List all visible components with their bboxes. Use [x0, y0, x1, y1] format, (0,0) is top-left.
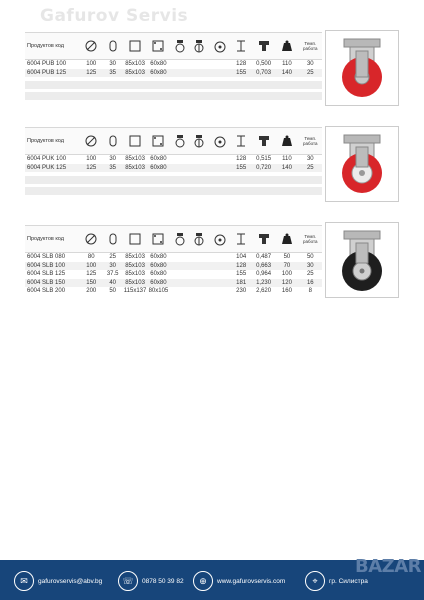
cell-empty: [209, 279, 230, 288]
cell-empty: [209, 270, 230, 279]
cell-diameter: 200: [86, 288, 97, 294]
width-icon: [102, 33, 123, 59]
cell-empty: [170, 164, 189, 173]
cell-empty: [170, 69, 189, 78]
temperature-header: Темп. работа: [303, 136, 318, 146]
offset-icon: [252, 128, 275, 154]
table-row: [25, 287, 322, 296]
cell-temp: 16: [306, 279, 314, 286]
cell-temp: 30: [306, 61, 314, 67]
cell-load: 140: [281, 69, 292, 76]
cell-holes: 60x80: [150, 262, 167, 269]
divider: [25, 92, 322, 100]
cell-width: 25: [109, 254, 117, 260]
phone-icon: ☏: [118, 571, 138, 591]
code-header: Продуктов код: [27, 43, 64, 49]
cell-temp: 50: [306, 254, 314, 260]
code-header: Продуктов код: [27, 236, 64, 242]
cell-load: 70: [283, 262, 291, 269]
load-icon: [275, 33, 298, 59]
cell-weight: 2,620: [256, 288, 272, 294]
cell-empty: [209, 287, 230, 296]
product-image-slb: [325, 222, 399, 298]
cell-weight: 0,500: [256, 61, 272, 67]
table-row: [25, 69, 322, 78]
cell-height: 155: [236, 69, 247, 76]
cell-empty: [190, 253, 209, 262]
table-body: [25, 60, 322, 77]
cell-plate: 85x103: [125, 271, 145, 277]
cell-temp: 25: [306, 271, 314, 277]
cell-load: 110: [282, 61, 292, 67]
table-row: [25, 155, 322, 164]
cell-holes: 60x80: [150, 164, 167, 171]
cell-load: 110: [282, 156, 292, 162]
cell-width: 35: [109, 164, 117, 171]
diameter-icon: [81, 226, 102, 252]
cell-holes: 60x80: [150, 156, 167, 162]
width-icon: [102, 128, 123, 154]
table-row: [25, 279, 322, 288]
cell-width: 35: [109, 69, 117, 76]
product-table-pub: [25, 32, 322, 100]
cell-empty: [209, 69, 230, 78]
cell-plate: 85x103: [125, 69, 145, 76]
cell-empty: [190, 270, 209, 279]
height-icon: [230, 128, 251, 154]
cell-empty: [170, 287, 189, 296]
offset-icon: [252, 33, 275, 59]
cell-holes: 60x80: [150, 61, 167, 67]
cell-empty: [190, 262, 209, 271]
product-table-slb: [25, 225, 322, 296]
cell-empty: [190, 69, 209, 78]
cell-load: 50: [283, 254, 291, 260]
cell-empty: [170, 270, 189, 279]
bearing-icon: [209, 33, 230, 59]
plate-icon: [123, 226, 146, 252]
cell-weight: 0,964: [256, 271, 272, 277]
email-icon: ✉: [14, 571, 34, 591]
cell-plate: 85x103: [125, 254, 145, 260]
cell-load: 140: [281, 164, 292, 171]
cell-empty: [209, 262, 230, 271]
brake-icon: [190, 128, 209, 154]
product-code: 6004 PUB 100: [27, 61, 67, 67]
table-header: [25, 225, 322, 253]
city-text: гр. Силистра: [329, 577, 368, 585]
plate-icon: [123, 128, 146, 154]
cell-empty: [190, 279, 209, 288]
cell-height: 181: [236, 279, 247, 286]
cell-holes: 60x80: [150, 69, 167, 76]
table-row: [25, 60, 322, 69]
cell-weight: 0,720: [256, 164, 272, 171]
swivel-icon: [170, 226, 189, 252]
email-text[interactable]: gafurovservis@abv.bg: [38, 577, 103, 585]
diameter-icon: [81, 128, 102, 154]
cell-plate: 85x103: [125, 164, 145, 171]
bearing-icon: [209, 226, 230, 252]
cell-height: 128: [236, 61, 247, 67]
cell-load: 160: [281, 288, 292, 294]
table-row: [25, 253, 322, 262]
product-code: 6004 SLB 125: [27, 271, 66, 277]
product-code: 6004 PUK 100: [27, 156, 67, 162]
cell-empty: [170, 253, 189, 262]
temperature-header: Темп. работа: [303, 41, 318, 51]
table-row: [25, 262, 322, 271]
email-item[interactable]: [14, 571, 102, 591]
cell-empty: [209, 253, 230, 262]
cell-weight: 0,703: [256, 69, 272, 76]
swivel-icon: [170, 33, 189, 59]
cell-empty: [170, 262, 189, 271]
cell-temp: 25: [306, 69, 314, 76]
cell-load: 120: [281, 279, 292, 286]
cell-plate: 115x137: [123, 288, 147, 294]
cell-height: 128: [236, 262, 247, 269]
product-code: 6004 PUK 125: [27, 164, 67, 171]
hole-icon: [147, 33, 170, 59]
table-body: [25, 155, 322, 172]
temperature-header: Темп. работа: [303, 234, 318, 244]
code-header: Продуктов код: [27, 138, 64, 144]
cell-empty: [190, 155, 209, 164]
cell-weight: 1,230: [256, 279, 272, 286]
product-code: 6004 SLB 150: [27, 279, 66, 286]
cell-holes: 60x80: [150, 254, 167, 260]
cell-diameter: 125: [86, 164, 97, 171]
divider: [25, 81, 322, 89]
load-icon: [275, 226, 298, 252]
cell-height: 128: [236, 156, 247, 162]
product-code: 6004 PUB 125: [27, 69, 67, 76]
cell-width: 40: [109, 279, 117, 286]
website-item[interactable]: [193, 571, 285, 591]
cell-load: 100: [281, 271, 292, 277]
plate-icon: [123, 33, 146, 59]
cell-empty: [190, 287, 209, 296]
watermark: Gafurov Servis: [40, 6, 189, 26]
cell-diameter: 100: [86, 156, 97, 162]
brake-icon: [190, 33, 209, 59]
cell-diameter: 150: [86, 279, 97, 286]
product-code: 6004 SLB 100: [27, 262, 66, 269]
cell-temp: 8: [308, 288, 312, 294]
cell-plate: 85x103: [125, 279, 145, 286]
cell-temp: 30: [306, 156, 314, 162]
phone-item[interactable]: [118, 571, 184, 591]
divider: [25, 187, 322, 195]
globe-icon: ⊕: [193, 571, 213, 591]
height-icon: [230, 226, 251, 252]
cell-holes: 80x105: [148, 288, 169, 294]
cell-plate: 85x103: [125, 156, 145, 162]
cell-width: 50: [109, 288, 117, 294]
phone-text[interactable]: 0878 50 39 82: [142, 577, 184, 585]
table-header: [25, 32, 322, 60]
cell-plate: 85x103: [125, 262, 145, 269]
product-code: 6004 SLB 080: [27, 254, 66, 260]
cell-diameter: 100: [86, 61, 97, 67]
offset-icon: [252, 226, 275, 252]
hole-icon: [147, 128, 170, 154]
cell-empty: [209, 60, 230, 69]
cell-temp: 30: [306, 262, 314, 269]
divider: [25, 176, 322, 184]
cell-empty: [190, 60, 209, 69]
diameter-icon: [81, 33, 102, 59]
load-icon: [275, 128, 298, 154]
cell-diameter: 80: [87, 254, 95, 260]
cell-holes: 60x80: [150, 279, 167, 286]
table-row: [25, 270, 322, 279]
cell-weight: 0,663: [256, 262, 272, 269]
cell-empty: [209, 164, 230, 173]
cell-width: 30: [109, 262, 117, 269]
cell-weight: 0,487: [256, 254, 272, 260]
product-image-pub: [325, 30, 399, 106]
cell-diameter: 125: [86, 69, 97, 76]
cell-height: 155: [236, 271, 247, 277]
cell-empty: [170, 155, 189, 164]
bazar-logo: BAZAR: [355, 556, 421, 577]
cell-holes: 60x80: [150, 271, 167, 277]
cell-width: 30: [109, 61, 117, 67]
cell-empty: [190, 164, 209, 173]
hole-icon: [147, 226, 170, 252]
cell-height: 104: [236, 254, 247, 260]
product-image-puk: [325, 126, 399, 202]
cell-width: 37.5: [106, 271, 119, 277]
swivel-icon: [170, 128, 189, 154]
website-text[interactable]: www.gafurovservis.com: [217, 577, 286, 585]
product-code: 6004 SLB 200: [27, 288, 66, 294]
cell-empty: [209, 155, 230, 164]
location-pin-icon: ⌖: [305, 571, 325, 591]
bearing-icon: [209, 128, 230, 154]
cell-empty: [170, 60, 189, 69]
brake-icon: [190, 226, 209, 252]
cell-temp: 25: [306, 164, 314, 171]
cell-weight: 0,515: [256, 156, 272, 162]
table-header: [25, 127, 322, 155]
cell-diameter: 125: [86, 271, 97, 277]
cell-empty: [170, 279, 189, 288]
cell-diameter: 100: [86, 262, 97, 269]
table-body: [25, 253, 322, 296]
cell-plate: 85x103: [125, 61, 145, 67]
cell-width: 30: [109, 156, 117, 162]
table-row: [25, 164, 322, 173]
cell-height: 230: [236, 288, 247, 294]
height-icon: [230, 33, 251, 59]
width-icon: [102, 226, 123, 252]
product-table-puk: [25, 127, 322, 195]
cell-height: 155: [236, 164, 247, 171]
